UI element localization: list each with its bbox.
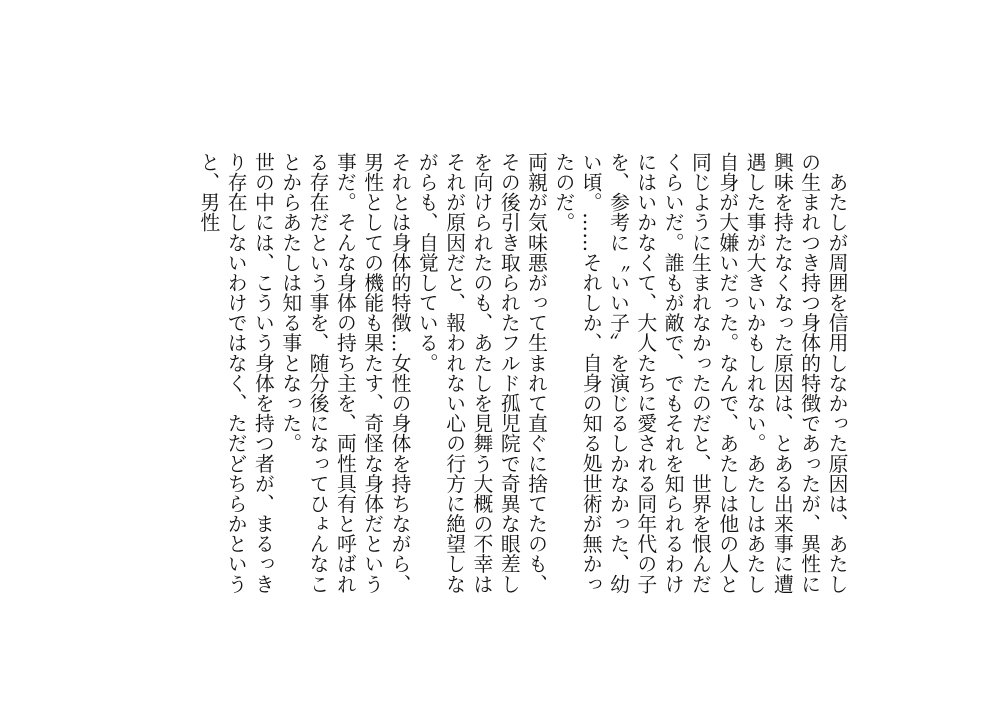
paragraph: あたしが周囲を信用しなかった原因は、あたしの生まれつき持つ身体的特徴であったが、異性に興味を持たなくなった原因は、とある出来事に遭遇した事が大きいかもしれない。あたしはあたし自身が大嫌いだった。なんで、あたしは他の人と同じように生まれなかったのだと、世界を恨んだくらいだ。誰もが敵で、でもそれを知られるわけにはいかなくて、大人たちに愛される同年代の子を、参考に〝いい子〟を演じるしかなかった、幼い頃。……それしか、自身の知る処世術が無かったのだ。	[551, 152, 848, 594]
paragraph: 世の中には、こういう身体を持つ者が、まるっきり存在しないわけではなく、ただどちらかというと、男性	[196, 152, 275, 594]
vertical-text-body	[195, 152, 851, 612]
paragraph: それとは身体的特徴…女性の身体を持ちながら、男性としての機能も果たす、奇怪な身体だという事だ。そんな身体の持ち主を、両性具有と呼ばれる存在だという事を、随分後になってひょんなことからあたしは知る事となった。	[278, 152, 411, 594]
paragraph: 両親が気味悪がって生まれて直ぐに捨てたのも、その後引き取られたフルド孤児院で奇異な眼差しを向けられたのも、あたしを見舞う大概の不幸はそれが原因だと、報われない心の行方に絶望しながらも、自覚している。	[415, 152, 548, 594]
